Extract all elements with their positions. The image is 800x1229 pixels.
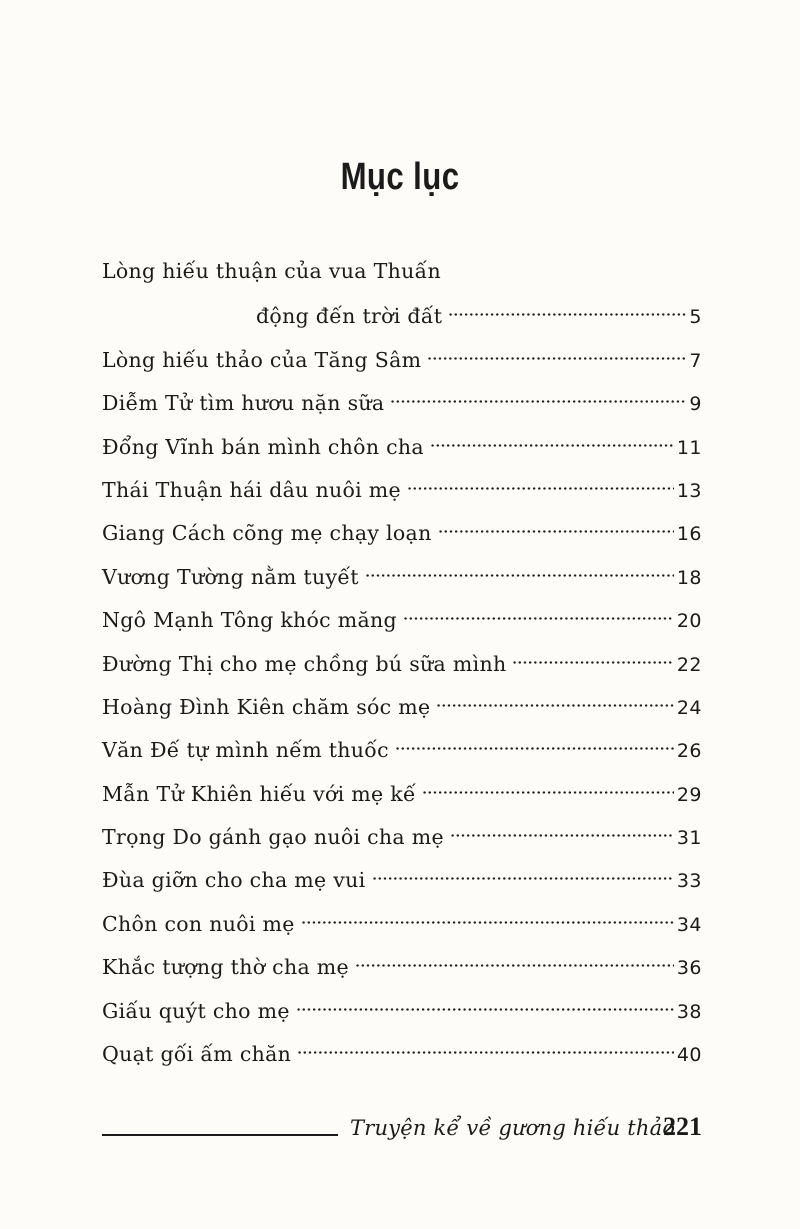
toc-entry-title: Mẫn Tử Khiên hiếu với mẹ kế <box>102 781 416 806</box>
toc-entry <box>102 597 702 640</box>
toc-entry-title: Thái Thuận hái dâu nuôi mẹ <box>102 477 401 502</box>
toc-entry-continuation <box>102 293 702 336</box>
dot-leader <box>296 985 674 1015</box>
toc-entry <box>102 467 702 510</box>
toc-entry <box>102 684 702 727</box>
toc-entry-page: 7 <box>689 349 702 372</box>
toc-entry-title: Diễm Tử tìm hươu nặn sữa <box>102 391 385 416</box>
toc-entry-title: Giang Cách cõng mẹ chạy loạn <box>102 521 432 546</box>
toc-entry-page: 13 <box>676 479 702 502</box>
toc-entry <box>102 641 702 684</box>
toc-entry-page: 33 <box>676 870 702 893</box>
dot-leader <box>297 1028 674 1058</box>
dot-leader <box>355 941 674 971</box>
page-number: 221 <box>663 1112 702 1141</box>
dot-leader <box>390 377 686 407</box>
toc-entry-title: Chôn con nuôi mẹ <box>102 911 295 936</box>
toc-entry-title: Đùa giỡn cho cha mẹ vui <box>102 868 366 893</box>
toc-entry-page: 36 <box>676 957 702 980</box>
toc-entry-page: 22 <box>676 653 702 676</box>
toc-entry <box>102 944 702 987</box>
toc-entry <box>102 554 702 597</box>
toc-entry-page: 26 <box>676 740 702 763</box>
toc-entry-page: 31 <box>676 827 702 850</box>
dot-leader <box>301 898 674 928</box>
toc-entry-title: Hoàng Đình Kiên chăm sóc mẹ <box>102 694 431 719</box>
dot-leader <box>372 854 674 884</box>
toc-entry <box>102 250 702 293</box>
toc-entry-page: 40 <box>676 1044 702 1067</box>
toc-entry <box>102 901 702 944</box>
toc-entry-title: Quạt gối ấm chăn <box>102 1042 292 1067</box>
toc-entry-title: Lòng hiếu thuận của vua Thuấn <box>102 259 441 283</box>
toc-entry <box>102 727 702 770</box>
running-title: Truyện kể về gương hiếu thảo <box>350 1116 676 1140</box>
page-footer <box>102 1112 702 1152</box>
toc-entry <box>102 1031 702 1074</box>
toc-entry-page: 16 <box>676 523 702 546</box>
toc-entry-title: Văn Đế tự mình nếm thuốc <box>102 738 389 763</box>
toc-entry <box>102 380 702 423</box>
toc-entry-page: 34 <box>676 913 702 936</box>
dot-leader <box>407 464 674 494</box>
toc-entry-title: Vương Tường nằm tuyết <box>102 564 359 589</box>
toc-entry <box>102 771 702 814</box>
toc-entry-page: 11 <box>676 436 702 459</box>
footer-rule <box>102 1134 338 1136</box>
dot-leader <box>512 638 673 668</box>
toc-entry-page: 38 <box>676 1000 702 1023</box>
toc-entry-title: Giấu quýt cho mẹ <box>102 998 290 1023</box>
dot-leader <box>450 811 674 841</box>
dot-leader <box>422 768 674 798</box>
dot-leader <box>427 334 686 364</box>
dot-leader <box>395 724 674 754</box>
dot-leader <box>403 594 674 624</box>
toc-entry <box>102 988 702 1031</box>
toc-entry-title: Đường Thị cho mẹ chồng bú sữa mình <box>102 651 507 676</box>
toc-entry-page: 24 <box>676 696 702 719</box>
dot-leader <box>438 507 674 537</box>
page-title: Mục lục <box>340 156 460 198</box>
toc-entry-title: động đến trời đất <box>256 304 443 329</box>
dot-leader <box>448 290 686 320</box>
dot-leader <box>365 551 674 581</box>
toc-entry-title: Khắc tượng thờ cha mẹ <box>102 955 349 980</box>
toc-entry <box>102 814 702 857</box>
table-of-contents <box>102 250 702 1074</box>
toc-entry-title: Đổng Vĩnh bán mình chôn cha <box>102 434 424 459</box>
toc-entry-title: Trọng Do gánh gạo nuôi cha mẹ <box>102 825 444 850</box>
dot-leader <box>430 421 674 451</box>
toc-entry-page: 5 <box>689 306 702 329</box>
toc-entry <box>102 424 702 467</box>
toc-entry-page: 20 <box>676 610 702 633</box>
dot-leader <box>436 681 673 711</box>
toc-entry-page: 29 <box>676 783 702 806</box>
toc-entry-title: Ngô Mạnh Tông khóc măng <box>102 608 397 633</box>
toc-entry <box>102 337 702 380</box>
toc-entry-page: 18 <box>676 566 702 589</box>
toc-entry <box>102 857 702 900</box>
toc-entry-page: 9 <box>689 393 702 416</box>
toc-entry <box>102 510 702 553</box>
toc-entry-title: Lòng hiếu thảo của Tăng Sâm <box>102 347 422 372</box>
